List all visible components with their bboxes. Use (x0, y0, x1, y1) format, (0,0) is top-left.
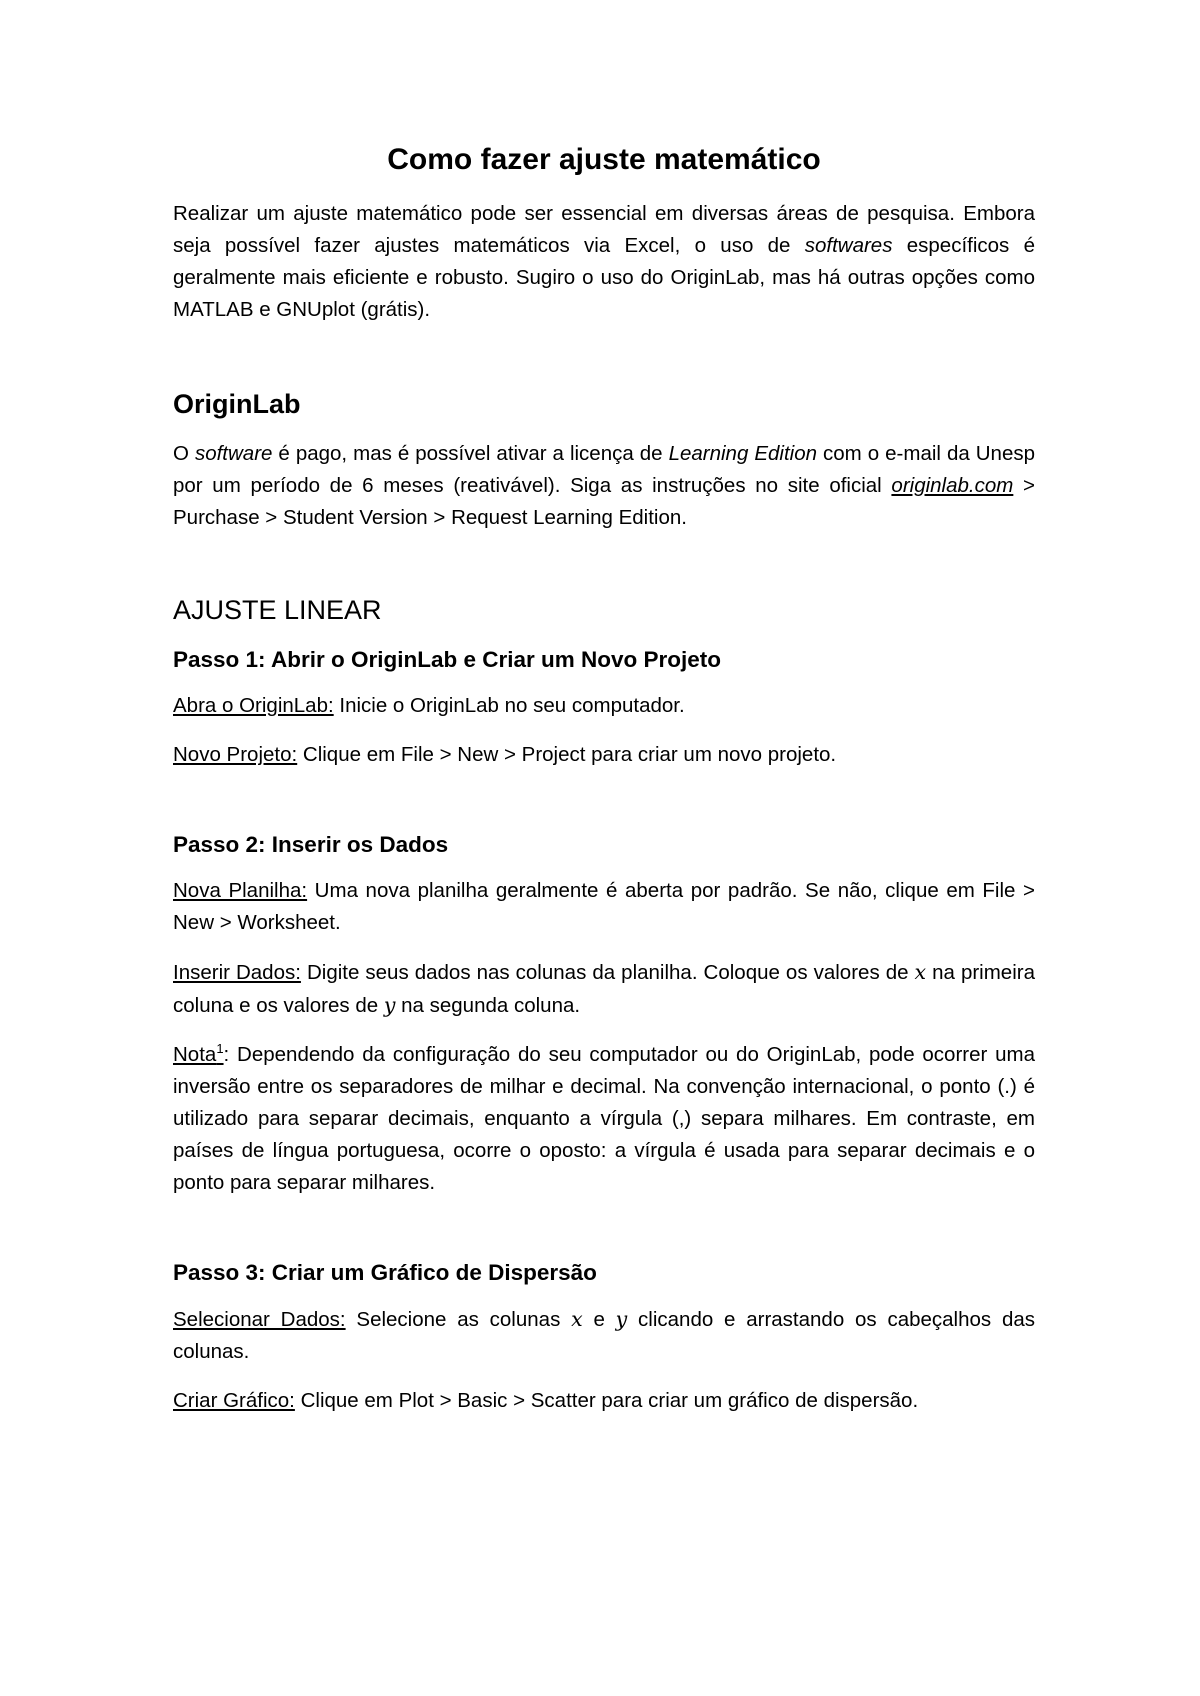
passo3-item1-text-a: Selecione as colunas (345, 1308, 572, 1331)
passo3-item1-text-b: clicando e arrastando os cabeçalhos das colunas. (173, 1308, 1035, 1363)
passo3-item-criar-grafico (173, 1385, 1035, 1417)
passo2-item1-text: Uma nova planilha geralmente é aberta por padrão. Se não, clique em File > New > Worksheet. (173, 879, 1035, 934)
originlab-learning-edition-italic: Learning Edition (668, 442, 818, 465)
originlab-text-c: com o e-mail da Unesp por um período de 6 meses (reativável). Siga as instruções no site oficial (173, 442, 1036, 497)
passo1-item1-label: Abra o OriginLab: (173, 694, 334, 717)
passo3-y-variable: y (615, 1307, 628, 1331)
passo2-heading: Passo 2: Inserir os Dados (173, 832, 449, 857)
passo2-item2-text-c: na segunda coluna. (395, 994, 581, 1017)
originlab-software-italic: software (194, 442, 273, 465)
intro-softwares-italic: softwares (804, 234, 893, 257)
originlab-heading: OriginLab (173, 389, 301, 419)
document-page (173, 140, 1035, 1434)
passo1-item-abra (173, 690, 1035, 722)
originlab-site-link[interactable]: originlab.com (891, 474, 1014, 497)
intro-text-1: Realizar um ajuste matemático pode ser essencial em diversas áreas de pesquisa. Embora seja possível fazer ajustes matemáticos via Excel, o uso de (173, 202, 1035, 257)
passo1-item2-label: Novo Projeto: (173, 743, 298, 766)
passo3-item2-text: Clique em Plot > Basic > Scatter para criar um gráfico de dispersão. (294, 1389, 919, 1412)
passo3-heading: Passo 3: Criar um Gráfico de Dispersão (173, 1260, 597, 1285)
passo1-item-novo-projeto (173, 739, 1035, 771)
passo3-item-selecionar (173, 1303, 1035, 1368)
passo2-y-variable: y (383, 993, 396, 1017)
passo1-heading: Passo 1: Abrir o OriginLab e Criar um Novo Projeto (173, 647, 722, 672)
intro-text-2: específicos é geralmente mais eficiente e robusto. Sugiro o uso do OriginLab, mas há outras opções como MATLAB e GNUplot (grátis). (173, 234, 1035, 321)
originlab-text-a: O (173, 442, 195, 465)
passo2-item-nova-planilha (173, 875, 1035, 939)
originlab-text-d: > Purchase > Student Version > Request Learning Edition. (173, 474, 1035, 529)
passo2-item2-text-a: Digite seus dados nas colunas da planilha. Coloque os valores de (300, 961, 915, 984)
nota-label (173, 1043, 224, 1066)
ajuste-linear-heading: AJUSTE LINEAR (173, 595, 382, 625)
nota-superscript: 1 (216, 1041, 224, 1057)
document-title: Como fazer ajuste matemático (387, 143, 821, 176)
passo3-item1-e: e (582, 1308, 616, 1331)
passo2-item1-label: Nova Planilha: (173, 879, 308, 902)
intro-paragraph (173, 198, 1035, 326)
passo3-item2-label: Criar Gráfico: (173, 1389, 295, 1412)
passo2-x-variable: x (914, 960, 927, 984)
passo2-item2-text-b: na primeira coluna e os valores de (173, 961, 1035, 1017)
passo2-item-inserir-dados (173, 956, 1035, 1022)
passo1-item2-text: Clique em File > New > Project para criar um novo projeto. (297, 743, 837, 766)
passo3-x-variable: x (571, 1307, 583, 1331)
passo2-nota (173, 1039, 1035, 1199)
passo1-item1-text: Inicie o OriginLab no seu computador. (333, 694, 685, 717)
passo3-item1-label: Selecionar Dados: (173, 1308, 346, 1331)
originlab-text-b: é pago, mas é possível ativar a licença de (272, 442, 669, 465)
passo2-item2-label: Inserir Dados: (173, 961, 301, 984)
nota-label-text: Nota (173, 1043, 217, 1066)
nota-text: : Dependendo da configuração do seu computador ou do OriginLab, pode ocorrer uma inversão entre os separadores de milhar e decimal. Na convenção internacional, o ponto (.) é utilizado para separar decimais, enquanto a vírgula (,) separa milhares. Em contraste, em países de língua portuguesa, ocorre o oposto: a vírgula é usada para separar decimais e o ponto para separar milhares. (173, 1043, 1035, 1194)
originlab-paragraph (173, 438, 1035, 534)
